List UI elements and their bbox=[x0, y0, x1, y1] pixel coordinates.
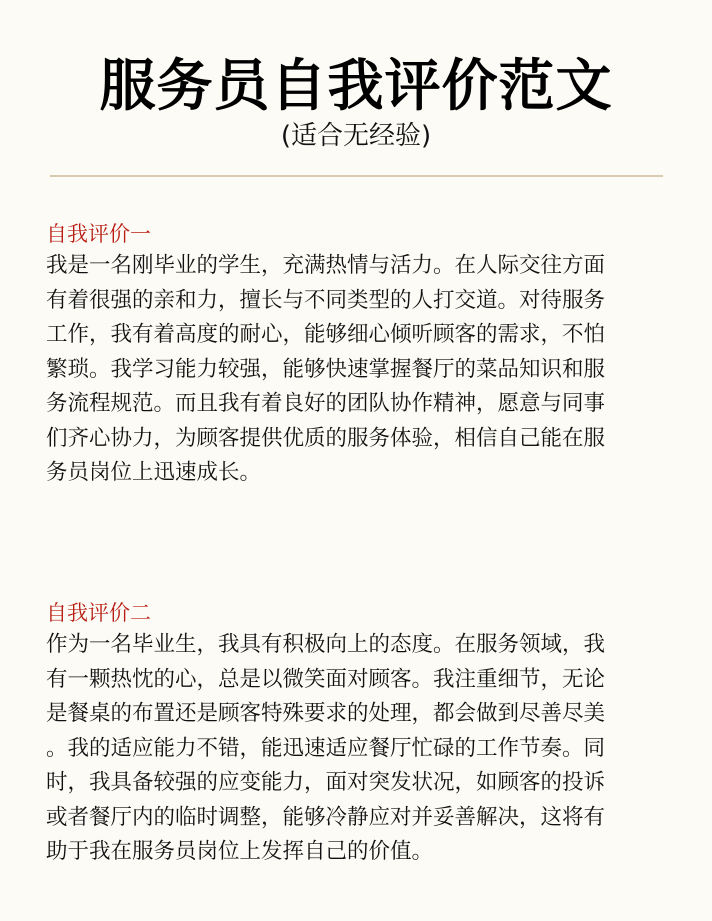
paragraph-line: 是餐桌的布置还是顾客特殊要求的处理，都会做到尽善尽美 bbox=[46, 701, 606, 726]
section-evaluation-1 bbox=[46, 219, 676, 491]
paragraph-line: 工作，我有着高度的耐心，能够细心倾听顾客的需求，不怕 bbox=[46, 322, 606, 347]
paragraph-line: 有着很强的亲和力，擅长与不同类型的人打交道。对待服务 bbox=[46, 287, 606, 313]
paragraph-line: 作为一名毕业生，我具有积极向上的态度。在服务领域，我 bbox=[46, 632, 606, 657]
paragraph-line: 我是一名刚毕业的学生，充满热情与活力。在人际交往方面 bbox=[46, 253, 606, 278]
paragraph-line: 繁琐。我学习能力较强，能够快速掌握餐厅的菜品知识和服 bbox=[46, 356, 606, 382]
paragraph-line: 时，我具备较强的应变能力，面对突发状况，如顾客的投诉 bbox=[46, 770, 606, 795]
paragraph-line: 助于我在服务员岗位上发挥自己的价值。 bbox=[46, 839, 434, 864]
paragraph-line: 或者餐厅内的临时调整，能够冷静应对并妥善解决，这将有 bbox=[46, 804, 606, 830]
section-title: 自我评价二 bbox=[46, 601, 151, 625]
section-title: 自我评价一 bbox=[46, 222, 151, 246]
paragraph-line: 务员岗位上迅速成长。 bbox=[46, 460, 262, 485]
paragraph-line: 务流程规范。而且我有着良好的团队协作精神，愿意与同事 bbox=[46, 391, 606, 416]
section-evaluation-2 bbox=[46, 598, 676, 870]
page-title: 服务员自我评价范文 bbox=[99, 54, 613, 119]
paragraph-line: 们齐心协力，为顾客提供优质的服务体验，相信自己能在服 bbox=[46, 425, 606, 451]
divider bbox=[50, 175, 663, 177]
page-subtitle: (适合无经验) bbox=[280, 121, 432, 151]
paragraph-line: 有一颗热忱的心，总是以微笑面对顾客。我注重细节，无论 bbox=[46, 666, 606, 692]
paragraph-line: 。我的适应能力不错，能迅速适应餐厅忙碌的工作节奏。同 bbox=[46, 735, 606, 761]
